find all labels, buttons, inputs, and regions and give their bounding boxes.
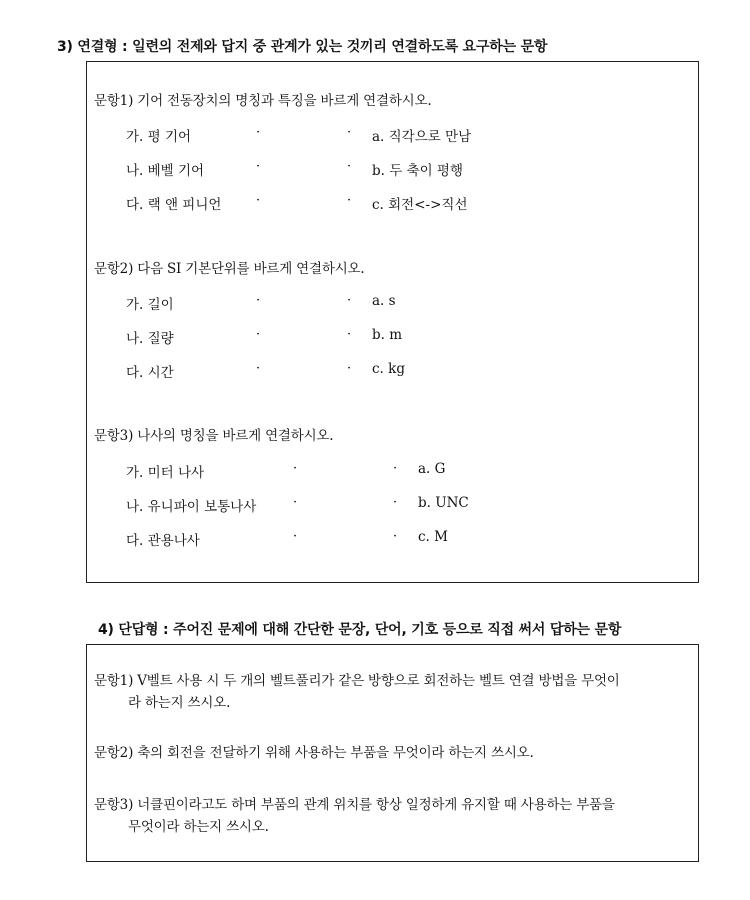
q1-item-ga: 가. 평 기어 bbox=[126, 129, 192, 145]
q3-right-dot[interactable]: · bbox=[393, 461, 398, 476]
q2-left-dot[interactable]: · bbox=[256, 361, 261, 376]
q2-item-ga: 가. 길이 bbox=[126, 297, 174, 313]
q1-answer-c: c. 회전<->직선 bbox=[372, 197, 468, 213]
q3-answer-c: c. M bbox=[418, 529, 448, 545]
q2-left-dot[interactable]: · bbox=[256, 327, 261, 342]
q2-left-dot[interactable]: · bbox=[256, 293, 261, 308]
q1-right-dot[interactable]: · bbox=[347, 125, 352, 140]
question-3-prompt: 문항3) 나사의 명칭을 바르게 연결하시오. bbox=[94, 428, 334, 444]
q3-answer-b: b. UNC bbox=[418, 495, 469, 511]
q3-item-da: 다. 관용나사 bbox=[126, 533, 200, 549]
short-question-3-line1: 문항3) 너클핀이라고도 하며 부품의 관계 위치를 항상 일정하게 유지할 때 사용하는 부품을 bbox=[94, 797, 615, 813]
short-answer-question-box bbox=[86, 644, 699, 862]
matching-question-box bbox=[86, 61, 699, 583]
short-question-2-line1: 문항2) 축의 회전을 전달하기 위해 사용하는 부품을 무엇이라 하는지 쓰시오. bbox=[94, 745, 534, 761]
question-1-prompt: 문항1) 기어 전동장치의 명칭과 특징을 바르게 연결하시오. bbox=[94, 93, 432, 109]
q1-item-da: 다. 랙 앤 피니언 bbox=[126, 197, 222, 213]
q2-right-dot[interactable]: · bbox=[347, 361, 352, 376]
q1-answer-b: b. 두 축이 평행 bbox=[372, 163, 464, 179]
short-question-2 bbox=[94, 742, 694, 764]
section4-heading: 4) 단답형 : 주어진 문제에 대해 간단한 문장, 단어, 기호 등으로 직접 써서 답하는 문항 bbox=[98, 622, 622, 638]
q3-left-dot[interactable]: · bbox=[293, 495, 298, 510]
q1-left-dot[interactable]: · bbox=[256, 159, 261, 174]
q1-right-dot[interactable]: · bbox=[347, 193, 352, 208]
q2-item-na: 나. 질량 bbox=[126, 331, 174, 347]
q3-right-dot[interactable]: · bbox=[393, 495, 398, 510]
q2-right-dot[interactable]: · bbox=[347, 293, 352, 308]
q2-answer-a: a. s bbox=[372, 293, 396, 309]
q2-item-da: 다. 시간 bbox=[126, 365, 174, 381]
short-question-3-line2: 무엇이라 하는지 쓰시오. bbox=[128, 819, 269, 835]
short-question-3 bbox=[94, 794, 694, 838]
q1-answer-a: a. 직각으로 만남 bbox=[372, 129, 472, 145]
short-question-1-line1: 문항1) V벨트 사용 시 두 개의 벨트풀리가 같은 방향으로 회전하는 벨트 연결 방법을 무엇이 bbox=[94, 673, 620, 689]
q2-answer-c: c. kg bbox=[372, 361, 405, 377]
q2-right-dot[interactable]: · bbox=[347, 327, 352, 342]
q3-item-ga: 가. 미터 나사 bbox=[126, 465, 205, 481]
short-question-1 bbox=[94, 670, 694, 714]
q3-item-na: 나. 유니파이 보통나사 bbox=[126, 499, 257, 515]
q3-left-dot[interactable]: · bbox=[293, 529, 298, 544]
q1-left-dot[interactable]: · bbox=[256, 193, 261, 208]
section3-heading: 3) 연결형 : 일련의 전제와 답지 중 관계가 있는 것끼리 연결하도록 요구하는 문항 bbox=[57, 39, 548, 55]
q2-answer-b: b. m bbox=[372, 327, 403, 343]
q3-left-dot[interactable]: · bbox=[293, 461, 298, 476]
short-question-1-line2: 라 하는지 쓰시오. bbox=[128, 695, 231, 711]
question-2-prompt: 문항2) 다음 SI 기본단위를 바르게 연결하시오. bbox=[94, 261, 365, 277]
q3-answer-a: a. G bbox=[418, 461, 446, 477]
q1-left-dot[interactable]: · bbox=[256, 125, 261, 140]
q1-right-dot[interactable]: · bbox=[347, 159, 352, 174]
q3-right-dot[interactable]: · bbox=[393, 529, 398, 544]
q1-item-na: 나. 베벨 기어 bbox=[126, 163, 205, 179]
